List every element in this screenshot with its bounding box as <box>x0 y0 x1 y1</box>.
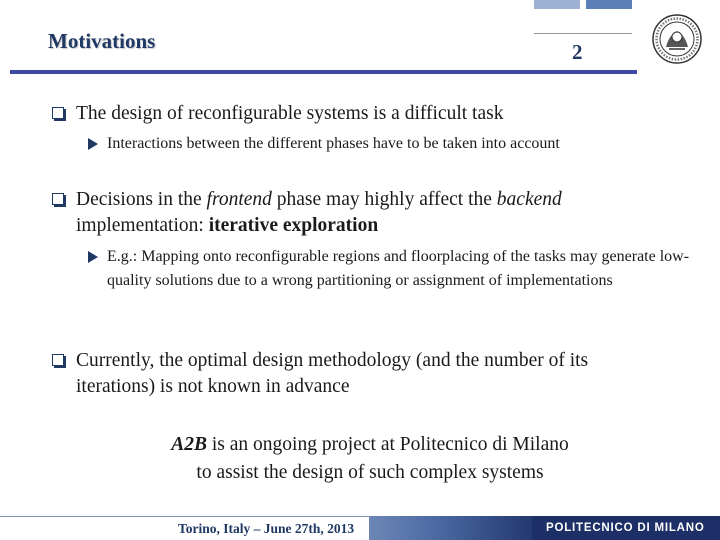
footer-left-panel <box>0 516 369 540</box>
bullet-text-part: implementation: <box>76 215 209 236</box>
slide-footer <box>0 516 720 540</box>
triangle-bullet-icon <box>88 251 98 263</box>
bullet-text-part: Decisions in the <box>76 189 207 210</box>
bullet-text: Currently, the optimal design methodology (and the number of its iterations) is not known in advance <box>76 350 589 397</box>
title-rule <box>10 70 637 74</box>
bullet-text-part: phase may highly affect the <box>271 189 497 210</box>
note-line2: to assist the design of such complex systems <box>196 462 544 483</box>
bullet-design-difficult <box>50 101 686 127</box>
note-line1: is an ongoing project at Politecnico di Milano <box>206 434 569 455</box>
sub-bullet-text: E.g.: Mapping onto reconfigurable regions and floorplacing of the tasks may generate low-quality solutions due to a wrong partitioning or assignment of implementations <box>107 248 690 289</box>
project-note <box>120 431 620 487</box>
square-bullet-icon <box>52 193 64 205</box>
top-decorative-bars <box>534 0 632 9</box>
footer-date: Torino, Italy – June 27th, 2013 <box>178 521 355 536</box>
footer-brand <box>532 516 720 540</box>
square-bullet-icon <box>52 354 64 366</box>
sub-bullet-text: Interactions between the different phases have to be taken into account <box>107 135 560 152</box>
iterative-exploration-emphasis: iterative exploration <box>208 215 379 236</box>
frontend-term: frontend <box>206 189 272 210</box>
backend-term: backend <box>496 189 562 210</box>
footer-gradient <box>369 516 532 540</box>
header-thin-line <box>534 33 632 34</box>
bullet-methodology-unknown <box>50 348 666 400</box>
university-seal-icon <box>651 13 703 65</box>
slide-title: Motivations <box>48 29 156 53</box>
bullet-text: The design of reconfigurable systems is a difficult task <box>76 103 504 124</box>
bullet-decisions-frontend <box>50 187 686 239</box>
square-bullet-icon <box>52 107 64 119</box>
brand-text: POLITECNICO DI MILANO <box>546 522 705 534</box>
project-name: A2B <box>171 434 207 455</box>
slide-number: 2 <box>572 40 583 64</box>
triangle-bullet-icon <box>88 138 98 150</box>
sub-bullet-interactions <box>88 132 692 156</box>
sub-bullet-mapping <box>88 245 692 293</box>
